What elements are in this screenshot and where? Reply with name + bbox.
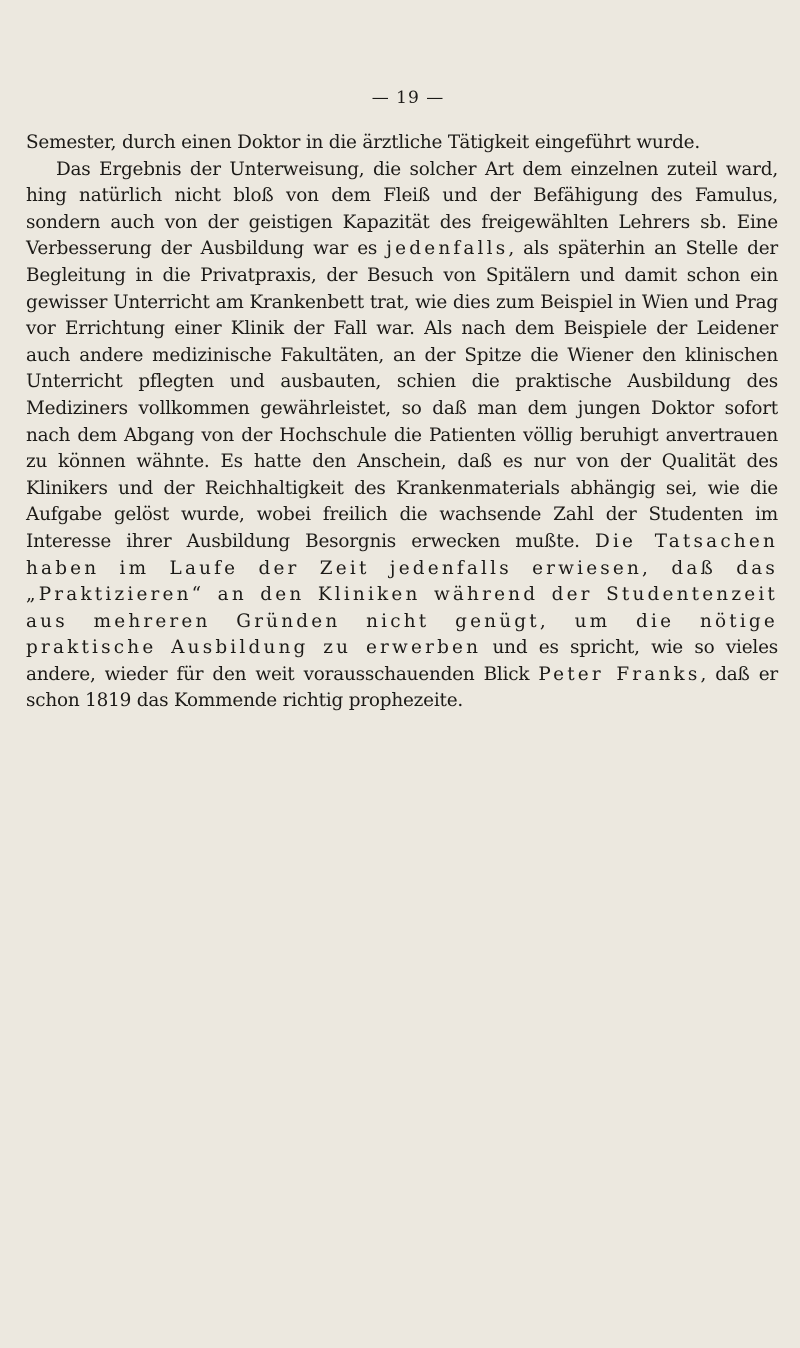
body-text — [26, 130, 778, 715]
emphasis-statement: Die Tatsachen haben im Laufe der Zeit jedenfalls erwiesen, daß das „Praktizieren“ an den Kliniken während der Studentenzeit aus mehreren Gründen nicht genügt, um die nötige praktische Ausbildung zu erwerben — [26, 530, 778, 659]
emphasis-author-name: Peter Franks — [538, 663, 701, 685]
paragraph-main-text-4: , daß er schon 1819 das Kommende richtig prophezeite. — [26, 663, 778, 712]
paragraph-main-text-2: , als späterhin an Stelle der Begleitung in die Privatpraxis, der Besuch von Spitälern und damit schon ein gewisser Unterricht am Krankenbett trat, wie dies zum Beispiel in Wien und Prag vor Errichtung einer Klinik der Fall war. Als nach dem Beispiele der Leidener auch andere medizinische Fakultäten, an der Spitze die Wiener den klinischen Unterricht pflegten und ausbauten, schien die praktische Ausbildung des Mediziners vollkommen gewährleistet, so daß man dem jungen Doktor sofort nach dem Abgang von der Hochschule die Patienten völlig beruhigt anvertrauen zu können wähnte. Es hatte den Anschein, daß es nur von der Qualität des Klinikers und der Reichhaltigkeit des Krankenmaterials abhängig sei, wie die Aufgabe gelöst wurde, wobei freilich die wachsende Zahl der Studenten im Interesse ihrer Ausbildung Besorgnis erwecken mußte. — [26, 238, 778, 552]
paragraph-main — [26, 157, 778, 715]
emphasis-jedenfalls: jedenfalls — [386, 238, 509, 260]
paragraph-continuation: Semester, durch einen Doktor in die ärztliche Tätigkeit eingeführt wurde. — [26, 132, 701, 153]
page-number: — 19 — — [371, 88, 445, 108]
paragraph-main-text-3: und es spricht, wie so vieles andere, wieder für den weit vorausschauenden Blick — [26, 637, 778, 685]
paragraph-main-text-1: Das Ergebnis der Unterweisung, die solcher Art dem einzelnen zuteil ward, hing natürlich nicht bloß von dem Fleiß und der Befähigung des Famulus, sondern auch von der geistigen Kapazität des freigewählten Lehrers sb. Eine Verbesserung der Ausbildung war es — [26, 158, 778, 260]
